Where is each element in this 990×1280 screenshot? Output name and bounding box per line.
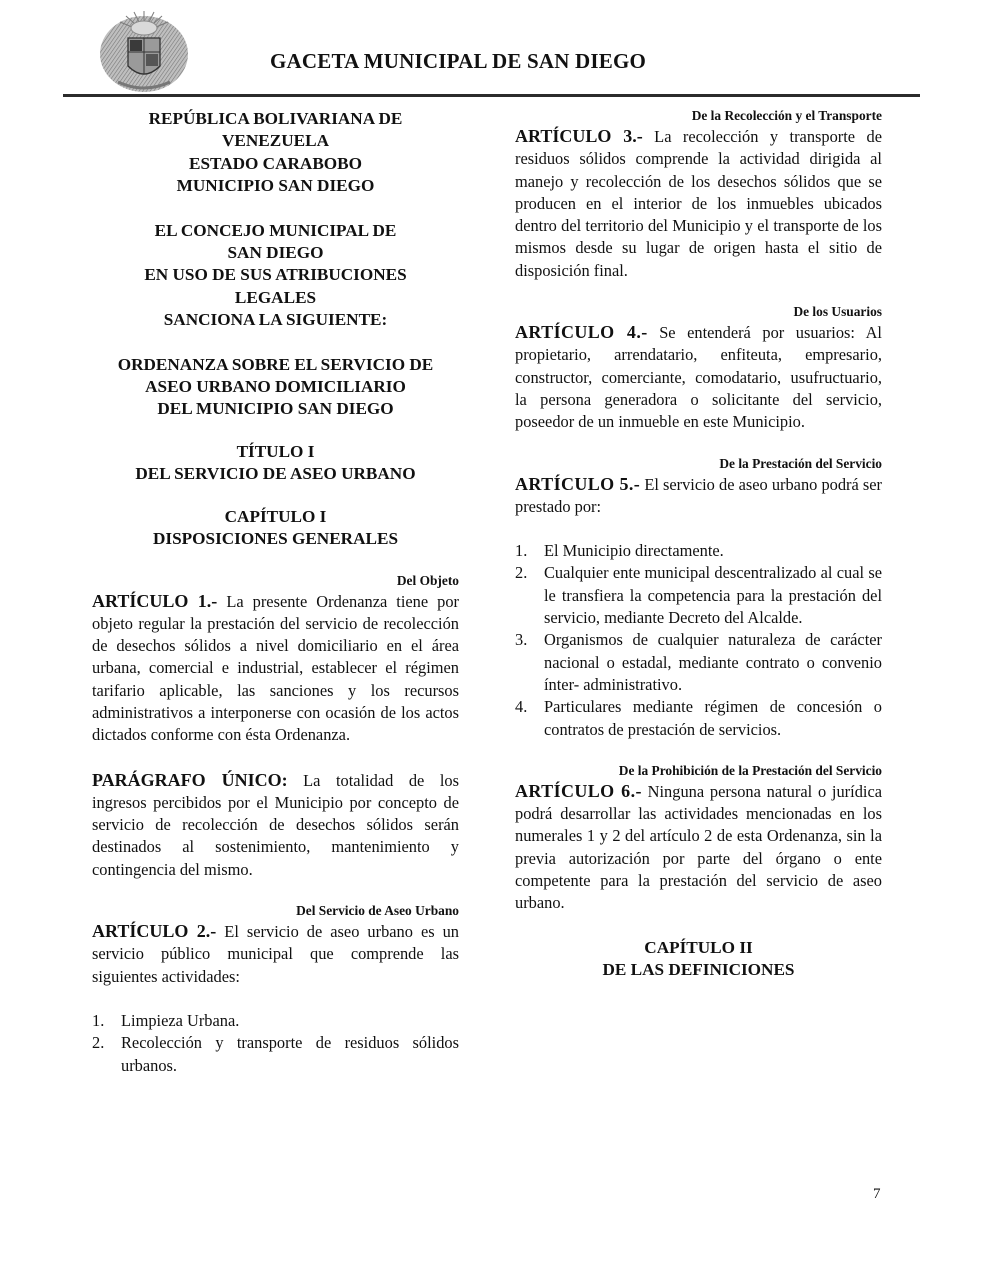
list-item: 4. Particulares mediante régimen de concesión o contratos de prestación de servicios. (515, 697, 882, 739)
article-3-subhead: De la Recolección y el Transporte (691, 108, 882, 123)
article-5 (515, 456, 882, 741)
article-1-subhead: Del Objeto (396, 572, 459, 588)
page-header (0, 0, 990, 100)
article-5-list (515, 540, 882, 741)
article-6-label: ARTÍCULO 6.- (515, 780, 642, 801)
paragrafo-unico (92, 769, 459, 881)
article-6-subhead: De la Prohibición de la Prestación del Servicio (618, 762, 882, 778)
article-6 (515, 763, 882, 915)
article-2-text: El servicio de aseo urbano es un servicio público municipal que comprende las siguientes actividades: (92, 922, 459, 986)
article-3-text: La recolección y transporte de residuos sólidos comprende la actividad dirigida al manejo y recolección de los desechos sólidos que se producen en el interior de los inmuebles ubicados dentro del territorio del Municipio y el transporte de los mismos desde su lugar de origen hasta el sitio de disposición final. (515, 127, 882, 280)
article-4-subhead: De los Usuarios (793, 304, 882, 320)
list-item: 3. Organismos de cualquier naturaleza de carácter nacional o estadal, mediante contrato o convenio ínter- administrativo. (515, 630, 882, 694)
right-column (515, 108, 882, 981)
republic-heading: REPÚBLICA BOLIVARIANA DE VENEZUELA ESTADO CARABOBO MUNICIPIO SAN DIEGO (148, 109, 403, 196)
article-1 (92, 573, 459, 747)
article-4-label: ARTÍCULO 4.- (515, 322, 648, 343)
article-5-label: ARTÍCULO 5.- (515, 473, 641, 494)
list-item: 1. El Municipio directamente. (515, 541, 724, 561)
article-5-text: El servicio de aseo urbano podrá ser prestado por: (515, 474, 882, 516)
article-3 (515, 108, 882, 282)
title-heading: TÍTULO I DEL SERVICIO DE ASEO URBANO (135, 441, 416, 484)
list-item: 2. Recolección y transporte de residuos sólidos urbanos. (92, 1033, 459, 1075)
article-2-label: ARTÍCULO 2.- (92, 921, 217, 942)
council-heading: EL CONCEJO MUNICIPAL DE SAN DIEGO EN USO DE SUS ATRIBUCIONES LEGALES SANCIONA LA SIGUIENTE: (144, 220, 407, 330)
article-6-text: Ninguna persona natural o jurídica podrá desarrollar las actividades mencionadas en los numerales 1 y 2 del artículo 2 de esta Ordenanza, sin la previa autorización por parte del órgano o ente competente para la prestación del servicio de aseo urbano. (515, 781, 882, 913)
left-column (92, 108, 459, 1077)
article-1-label: ARTÍCULO 1.- (92, 590, 218, 611)
paragrafo-unico-label: PARÁGRAFO ÚNICO: (92, 769, 288, 790)
article-4-text: Se entenderá por usuarios: Al propietario, arrendatario, enfiteuta, empresario, constructor, comerciante, comodatario, usufructuario, la persona generadora o solicitante del servicio, poseedor de un inmueble en este Municipio. (515, 323, 882, 432)
page-number: 7 (873, 1186, 881, 1202)
article-2 (92, 903, 459, 1077)
article-3-label: ARTÍCULO 3.- (515, 126, 643, 146)
header-divider (63, 94, 920, 97)
municipal-coat-of-arms-icon (98, 8, 190, 94)
gazette-title: GACETA MUNICIPAL DE SAN DIEGO (270, 49, 647, 73)
article-5-subhead: De la Prestación del Servicio (719, 455, 882, 471)
ordinance-title: ORDENANZA SOBRE EL SERVICIO DE ASEO URBANO DOMICILIARIO DEL MUNICIPIO SAN DIEGO (117, 354, 434, 419)
chapter-2-heading: CAPÍTULO II DE LAS DEFINICIONES (602, 937, 795, 980)
article-2-list (92, 1010, 459, 1077)
paragrafo-unico-text: La totalidad de los ingresos percibidos por el Municipio por concepto de servicio de recolección de desechos sólidos serán destinados al sostenimiento, mantenimiento y contingencia del mismo. (92, 770, 459, 879)
chapter-1-heading: CAPÍTULO I DISPOSICIONES GENERALES (153, 506, 398, 549)
article-4 (515, 304, 882, 433)
list-item: 1. Limpieza Urbana. (92, 1010, 240, 1030)
article-2-subhead: Del Servicio de Aseo Urbano (296, 903, 459, 919)
list-item: 2. Cualquier ente municipal descentralizado al cual se le transfiera la competencia para la prestación del servicio, mediante Decreto del Alcalde. (515, 563, 882, 628)
article-1-text: La presente Ordenanza tiene por objeto regular la prestación del servicio de recolección de desechos sólidos a nivel domiciliario en el área urbana, comercial e industrial, establecer el régimen tarifario aplicable, las sanciones y los recursos administrativos a interponerse con ocasión de los actos dictados conforme con ésta Ordenanza. (92, 591, 459, 745)
